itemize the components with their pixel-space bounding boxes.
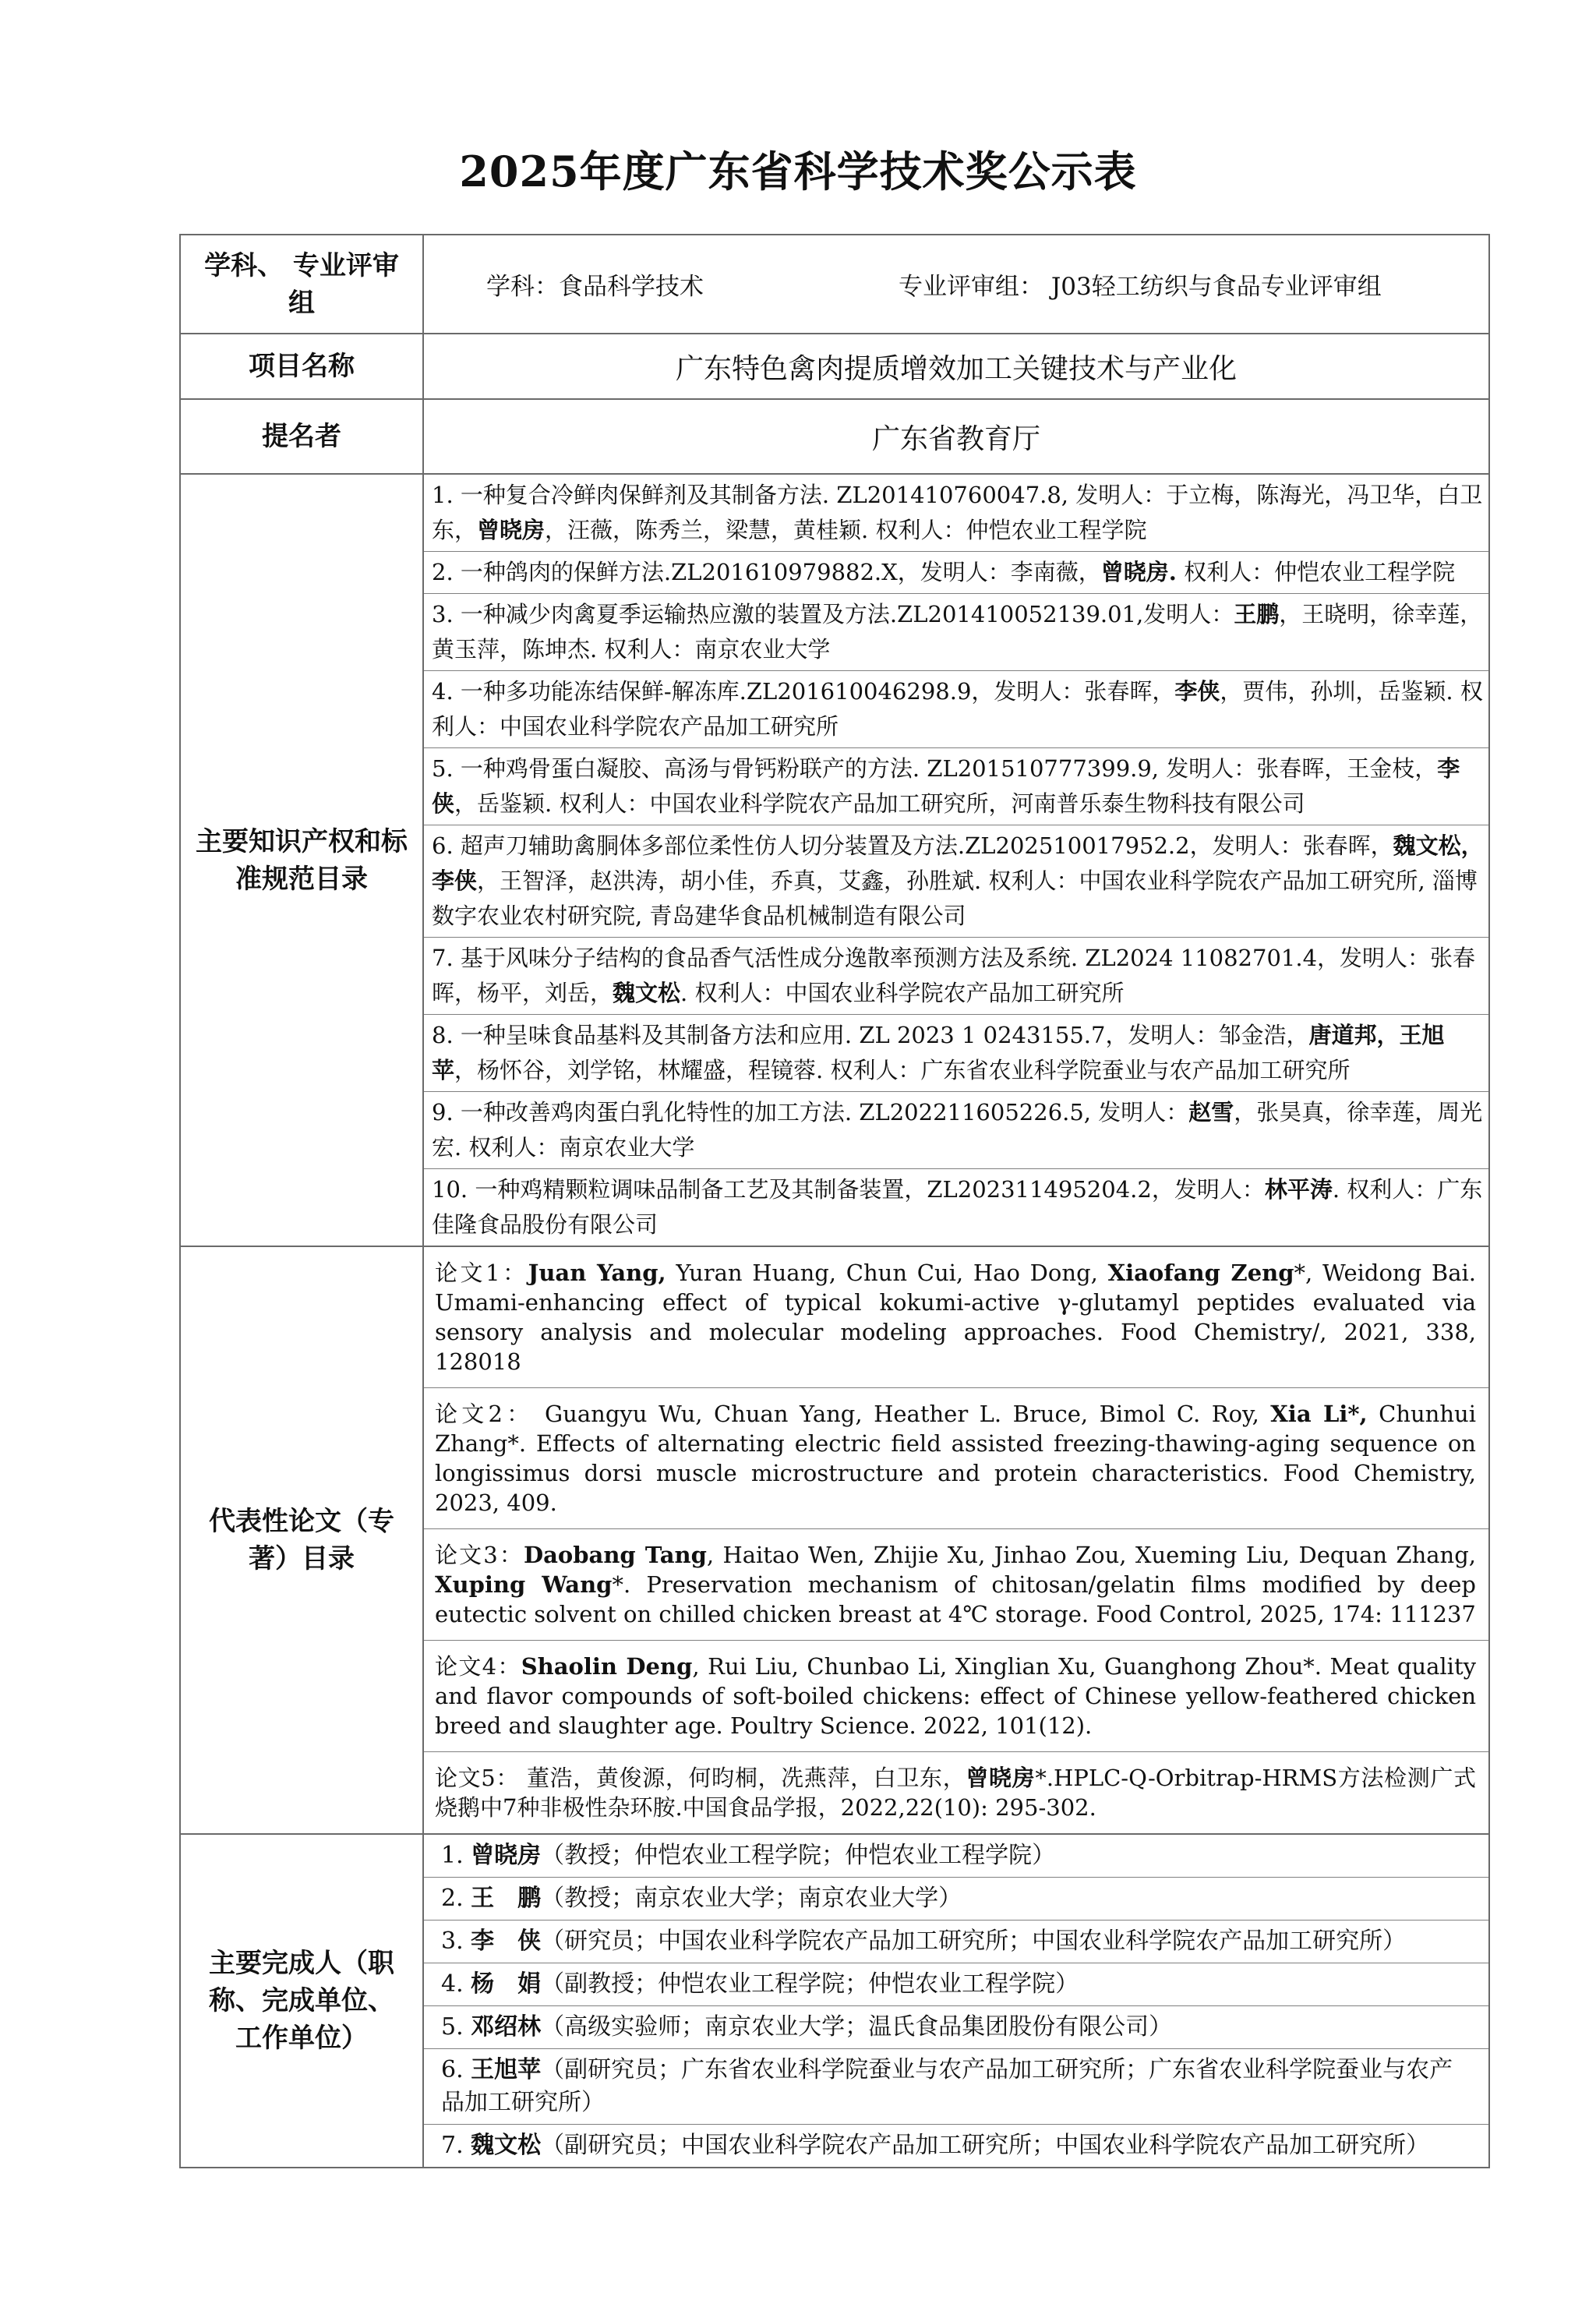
paper-item: 论文2： Guangyu Wu, Chuan Yang, Heather L. Bruce, Bimol C. Roy, Xia Li*, Chunhui Zhang*. Effects of alternating electric field assisted freezing-thawing-aging sequence on longissimus dorsi muscle microstructure and protein characteristics. Food Chemistry, 2023, 409. xyxy=(424,1388,1488,1529)
person-item: 6. 王旭苹（副研究员；广东省农业科学院蚕业与农产品加工研究所；广东省农业科学院蚕业与农产品加工研究所） xyxy=(424,2049,1488,2125)
person-item: 3. 李 侠（研究员；中国农业科学院农产品加工研究所；中国农业科学院农产品加工研究所） xyxy=(424,1921,1488,1963)
ip-item: 6. 超声刀辅助禽胴体多部位柔性仿人切分装置及方法.ZL202510017952.2，发明人：张春晖，魏文松，李侠，王智泽，赵洪涛，胡小佳，乔真，艾鑫，孙胜斌. 权利人：中国农业科学院农产品加工研究所, 淄博数字农业农村研究院, 青岛建华食品机械制造有限公司 xyxy=(424,825,1488,938)
discipline-row xyxy=(180,235,1489,334)
person-item: 4. 杨 娟（副教授；仲恺农业工程学院；仲恺农业工程学院） xyxy=(424,1963,1488,2006)
ip-item: 2. 一种鸽肉的保鲜方法.ZL201610979882.X，发明人：李南薇，曾晓房. 权利人：仲恺农业工程学院 xyxy=(424,552,1488,594)
person-item: 2. 王 鹏（教授；南京农业大学；南京农业大学） xyxy=(424,1878,1488,1921)
person-item: 7. 魏文松（副研究员；中国农业科学院农产品加工研究所；中国农业科学院农产品加工研究所） xyxy=(441,2132,1430,2159)
papers-row xyxy=(180,1246,1489,1834)
ip-item: 7. 基于风味分子结构的食品香气活性成分逸散率预测方法及系统. ZL2024 11082701.4，发明人：张春晖，杨平，刘岳，魏文松. 权利人：中国农业科学院农产品加工研究所 xyxy=(424,938,1488,1015)
paper-item: 论文4：Shaolin Deng, Rui Liu, Chunbao Li, Xinglian Xu, Guanghong Zhou*. Meat quality and flavor compounds of soft-boiled chickens: effect of Chinese yellow-feathered chicken breed and slaughter age. Poultry Science. 2022, 101(12). xyxy=(424,1641,1488,1752)
people-header: 主要完成人（职称、完成单位、 工作单位） xyxy=(180,1834,423,2168)
ip-header: 主要知识产权和标准规范目录 xyxy=(180,474,423,1246)
ip-item: 1. 一种复合冷鲜肉保鲜剂及其制备方法. ZL201410760047.8, 发明人：于立梅，陈海光，冯卫华，白卫东，曾晓房，汪薇，陈秀兰，梁慧，黄桂颖. 权利人：仲恺农业工程学院 xyxy=(424,475,1488,552)
ip-item: 3. 一种减少肉禽夏季运输热应激的装置及方法.ZL201410052139.01,发明人：王鹏，王晓明，徐幸莲，黄玉萍，陈坤杰. 权利人：南京农业大学 xyxy=(424,594,1488,671)
paper-item: 论文1：Juan Yang, Yuran Huang, Chun Cui, Hao Dong, Xiaofang Zeng*, Weidong Bai. Umami-enhancing effect of typical kokumi-active γ-glutamyl peptides evaluated via sensory analysis and molecular modeling approaches. Food Chemistry/, 2021, 338, 128018 xyxy=(424,1247,1488,1388)
papers-list xyxy=(423,1246,1489,1834)
papers-header: 代表性论文（专著）目录 xyxy=(180,1246,423,1834)
ip-list xyxy=(423,474,1489,1246)
page-title: 2025年度广东省科学技术奖公示表 xyxy=(459,147,1137,196)
project-name: 广东特色禽肉提质增效加工关键技术与产业化 xyxy=(423,334,1489,399)
nominator-name: 广东省教育厅 xyxy=(423,399,1489,474)
project-row xyxy=(180,334,1489,399)
person-item: 5. 邓绍林（高级实验师；南京农业大学；温氏食品集团股份有限公司） xyxy=(424,2006,1488,2049)
ip-item: 4. 一种多功能冻结保鲜-解冻库.ZL201610046298.9，发明人：张春晖，李侠，贾伟，孙圳，岳鉴颖. 权利人：中国农业科学院农产品加工研究所 xyxy=(424,671,1488,748)
nominator-header: 提名者 xyxy=(180,399,423,474)
discipline-cell xyxy=(423,235,1489,334)
ip-row xyxy=(180,474,1489,1246)
ip-item: 10. 一种鸡精颗粒调味品制备工艺及其制备装置，ZL202311495204.2，发明人：林平涛. 权利人：广东佳隆食品股份有限公司 xyxy=(432,1176,1483,1238)
people-list xyxy=(423,1834,1489,2168)
project-header: 项目名称 xyxy=(180,334,423,399)
ip-item: 5. 一种鸡骨蛋白凝胶、高汤与骨钙粉联产的方法. ZL201510777399.9, 发明人：张春晖，王金枝，李侠，岳鉴颖. 权利人：中国农业科学院农产品加工研究所，河南普乐泰生物科技有限公司 xyxy=(424,748,1488,825)
review-panel-value: 专业评审组： J03轻工纺织与食品专业评审组 xyxy=(899,273,1382,301)
people-row xyxy=(180,1834,1489,2168)
paper-item: 论文3：Daobang Tang, Haitao Wen, Zhijie Xu, Jinhao Zou, Xueming Liu, Dequan Zhang, Xuping Wang*. Preservation mechanism of chitosan/gelatin films modified by deep eutectic solvent on chilled chicken breast at 4℃ storage. Food Control, 2025, 174: 111237 xyxy=(424,1529,1488,1641)
paper-item: 论文5： 董浩，黄俊源，何昀桐，冼燕萍，白卫东，曾晓房*.HPLC-Q-Orbitrap-HRMS方法检测广式烧鹅中7种非极性杂环胺.中国食品学报，2022,22(10): 295-302. xyxy=(435,1765,1477,1821)
nominator-row xyxy=(180,399,1489,474)
person-item: 1. 曾晓房（教授；仲恺农业工程学院；仲恺农业工程学院） xyxy=(424,1835,1488,1878)
ip-item: 9. 一种改善鸡肉蛋白乳化特性的加工方法. ZL202211605226.5, 发明人：赵雪，张昊真，徐幸莲，周光宏. 权利人：南京农业大学 xyxy=(424,1092,1488,1169)
discipline-header: 学科、 专业评审组 xyxy=(180,235,423,334)
disclosure-table xyxy=(179,234,1490,2168)
ip-item: 8. 一种呈味食品基料及其制备方法和应用. ZL 2023 1 0243155.7，发明人：邹金浩，唐道邦，王旭苹，杨怀谷，刘学铭，林耀盛，程镜蓉. 权利人：广东省农业科学院蚕业与农产品加工研究所 xyxy=(424,1015,1488,1092)
discipline-value: 学科：食品科学技术 xyxy=(486,273,704,301)
